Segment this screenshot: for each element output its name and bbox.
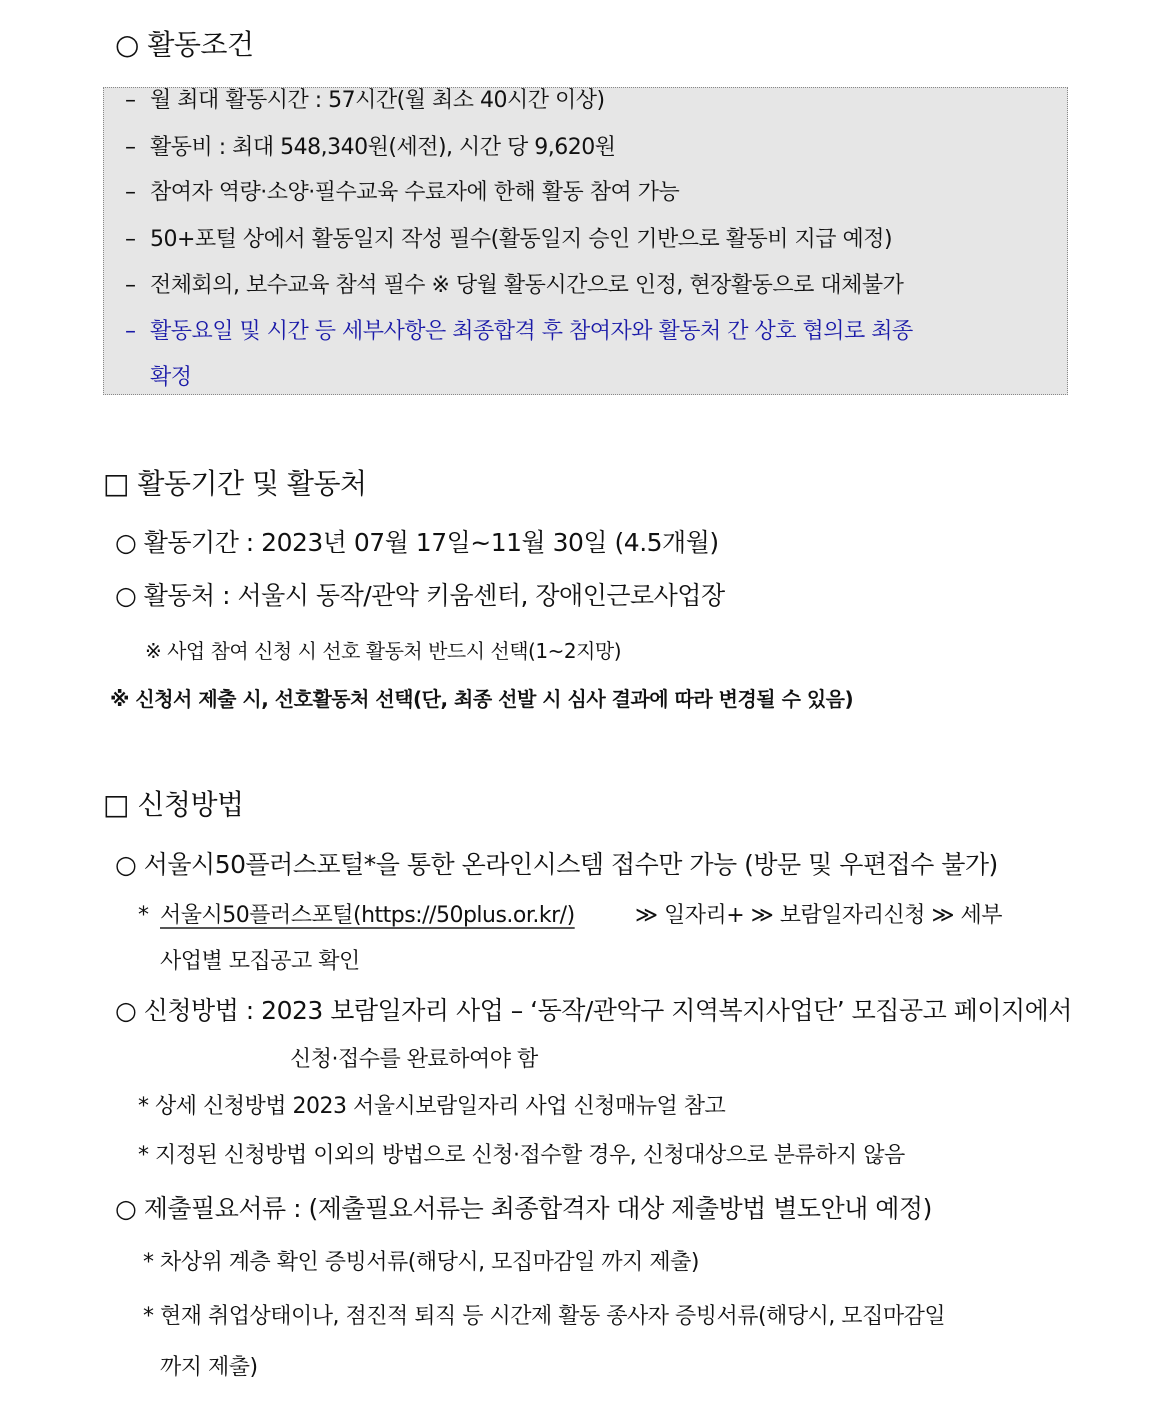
method-line: ○ 신청방법 : 2023 보람일자리 사업 – ‘동작/관악구 지역복지사업단’ 모집공고 페이지에서 <box>115 996 1072 1025</box>
portal-path: ≫ 일자리+ ≫ 보람일자리신청 ≫ 세부 <box>635 903 1003 928</box>
section-heading-apply: □ 신청방법 <box>103 788 244 821</box>
online-line: ○ 서울시50플러스포털*을 통한 온라인시스템 접수만 가능 (방문 및 우편접수 불가) <box>115 850 998 879</box>
doc-item: * 차상위 계층 확인 증빙서류(해당시, 모집마감일 까지 제출) <box>143 1250 699 1275</box>
dash-marker: – <box>125 273 136 298</box>
dash-marker: – <box>125 180 136 205</box>
doc-item: * 현재 취업상태이나, 점진적 퇴직 등 시간제 활동 종사자 증빙서류(해당시, 모집마감일 <box>143 1304 946 1329</box>
docs-line: ○ 제출필요서류 : (제출필요서류는 최종합격자 대상 제출방법 별도안내 예정) <box>115 1194 932 1223</box>
section-heading-period: □ 활동기간 및 활동처 <box>103 467 367 500</box>
note-other: * 지정된 신청방법 이외의 방법으로 신청·접수할 경우, 신청대상으로 분류하지 않음 <box>138 1143 905 1168</box>
note-manual: * 상세 신청방법 2023 서울시보람일자리 사업 신청매뉴얼 참고 <box>138 1094 726 1119</box>
section-heading-conditions: ○ 활동조건 <box>115 28 254 61</box>
place-line: ○ 활동처 : 서울시 동작/관악 키움센터, 장애인근로사업장 <box>115 581 725 610</box>
dash-marker: – <box>125 135 136 160</box>
star-marker: * <box>138 903 149 928</box>
condition-item: 전체회의, 보수교육 참석 필수 ※ 당월 활동시간으로 인정, 현장활동으로 대체불가 <box>150 273 904 298</box>
dash-marker: – <box>125 227 136 252</box>
condition-item: 활동비 : 최대 548,340원(세전), 시간 당 9,620원 <box>150 135 616 160</box>
condition-item-highlight: 활동요일 및 시간 등 세부사항은 최종합격 후 참여자와 활동처 간 상호 협의로 최종 <box>150 319 913 344</box>
period-line: ○ 활동기간 : 2023년 07월 17일~11월 30일 (4.5개월) <box>115 528 719 557</box>
condition-item-highlight-cont: 확정 <box>150 365 192 390</box>
place-note: ※ 사업 참여 신청 시 선호 활동처 반드시 선택(1~2지망) <box>145 639 622 663</box>
dash-marker: – <box>125 88 136 113</box>
portal-path-cont: 사업별 모집공고 확인 <box>160 949 360 974</box>
place-note-bold: ※ 신청서 제출 시, 선호활동처 선택(단, 최종 선발 시 심사 결과에 따라 변경될 수 있음) <box>110 687 854 711</box>
portal-link[interactable]: 서울시50플러스포털(https://50plus.or.kr/) <box>160 903 575 928</box>
method-cont: 신청·접수를 완료하여야 함 <box>290 1047 538 1072</box>
condition-item: 50+포털 상에서 활동일지 작성 필수(활동일지 승인 기반으로 활동비 지급 예정) <box>150 227 893 252</box>
condition-item: 월 최대 활동시간 : 57시간(월 최소 40시간 이상) <box>150 88 605 113</box>
dash-marker: – <box>125 319 136 344</box>
doc-item-cont: 까지 제출) <box>160 1355 258 1380</box>
condition-item: 참여자 역량·소양·필수교육 수료자에 한해 활동 참여 가능 <box>150 180 680 205</box>
